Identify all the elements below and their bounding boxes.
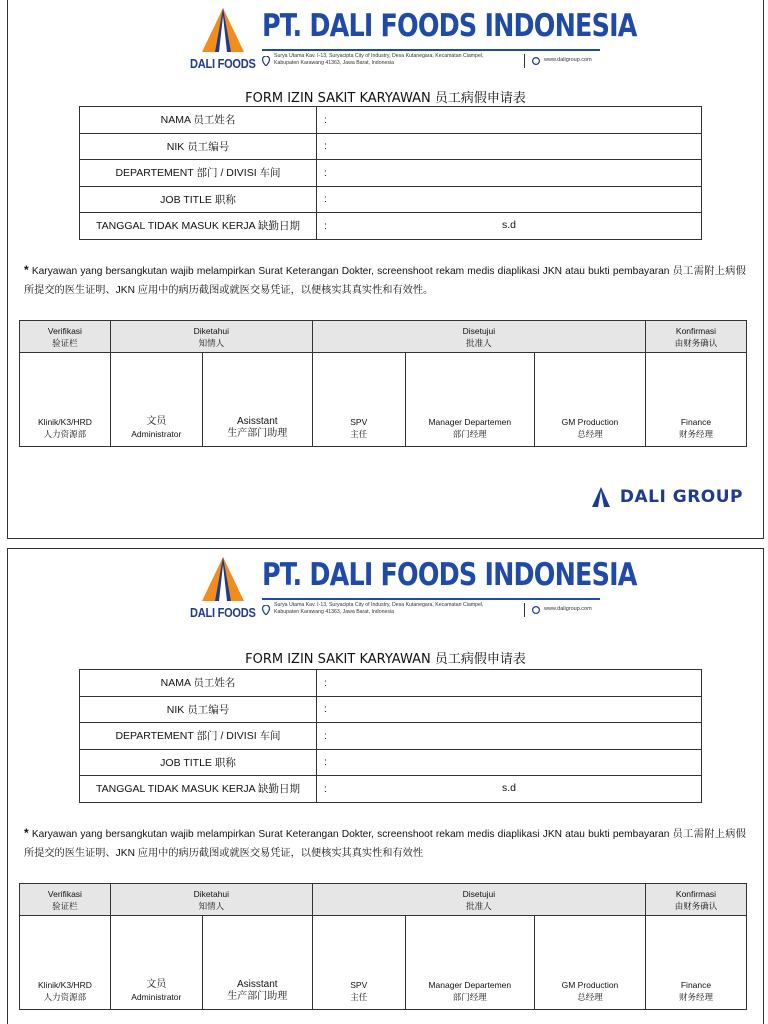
sign-cell-manager[interactable] — [405, 916, 534, 1010]
note-text: Karyawan yang bersangkutan wajib melampirkan Surat Keterangan Dokter, screenshoot rekam medis diaplikasi JKN atau bukti pembayaran 员工需附上病假所提交的医生证明、JKN 应用中的病历截图或就医交易凭证，以便核实其真实性和有效性。 — [24, 266, 746, 296]
table-row — [80, 670, 702, 697]
field-label-nama: NAMA 员工姓名 — [80, 670, 317, 697]
letterhead — [188, 555, 637, 625]
company-name: PT. DALI FOODS INDONESIA — [262, 557, 637, 593]
field-value-nama[interactable] — [317, 670, 702, 697]
note-asterisk: * — [24, 826, 29, 840]
dali-group-icon — [590, 486, 612, 508]
website-link[interactable]: www.daligroup.com — [544, 57, 592, 63]
sign-cell-hrd[interactable] — [20, 353, 111, 447]
signer-label-2: 总经理 — [577, 429, 603, 439]
header-divider — [262, 598, 600, 600]
field-label-departement: DEPARTEMENT 部门 / DIVISI 车间 — [80, 723, 317, 750]
form-title: FORM IZIN SAKIT KARYAWAN 员工病假申请表 — [245, 652, 526, 667]
table-row — [80, 723, 702, 750]
field-colon: : — [324, 782, 327, 795]
field-label-tanggal: TANGGAL TIDAK MASUK KERJA 缺勤日期 — [80, 213, 317, 240]
dali-logo-icon — [198, 6, 248, 56]
group-name: DALI GROUP — [619, 487, 743, 507]
sign-cell-spv[interactable] — [312, 353, 405, 447]
field-colon: : — [324, 219, 327, 232]
header-label-zh: 由财务确认 — [674, 900, 718, 911]
form-title: FORM IZIN SAKIT KARYAWAN 员工病假申请表 — [245, 91, 526, 106]
header-label-zh: 由财务确认 — [674, 337, 718, 348]
signer-label-2: 部门经理 — [452, 429, 487, 439]
header-label: Verifikasi — [47, 325, 82, 336]
header-diketahui — [110, 884, 312, 916]
address-line-2: Kabupaten Karawang 41363, Jawa Barat, Indonesia — [274, 609, 394, 615]
approval-table — [19, 883, 747, 1010]
header-label: Disetujui — [462, 888, 496, 899]
signer-label: Finance — [680, 417, 712, 427]
header-disetujui — [312, 321, 645, 353]
signer-label: Manager Departemen — [428, 980, 512, 990]
attachment-note — [24, 824, 746, 863]
logo-wordmark: DALI FOODS — [190, 605, 256, 620]
header-label-zh: 知情人 — [198, 337, 225, 348]
field-colon: : — [324, 193, 327, 206]
globe-icon — [532, 57, 540, 65]
signer-label: Finance — [680, 980, 712, 990]
header-verifikasi — [20, 321, 111, 353]
table-row — [80, 696, 702, 723]
address-line-1: Surya Utama Kav. I-13, Suryacipta City of Industry, Desa Kutanegara, Kecamatan Ciampel, — [274, 53, 484, 59]
sign-cell-assistant[interactable] — [202, 916, 312, 1010]
signer-label-2: 主任 — [350, 992, 368, 1002]
field-label-departement: DEPARTEMENT 部门 / DIVISI 车间 — [80, 160, 317, 187]
header-label: Diketahui — [193, 888, 230, 899]
field-label-nik: NIK 员工编号 — [80, 696, 317, 723]
header-konfirmasi — [645, 321, 746, 353]
header-label-zh: 验证栏 — [52, 900, 78, 911]
header-label-zh: 验证栏 — [52, 337, 78, 348]
field-label-tanggal: TANGGAL TIDAK MASUK KERJA 缺勤日期 — [80, 776, 317, 803]
sign-cell-finance[interactable] — [645, 916, 746, 1010]
sign-cell-spv[interactable] — [312, 916, 405, 1010]
signer-label: Asisstant — [236, 979, 278, 990]
address-line-1: Surya Utama Kav. I-13, Suryacipta City of Industry, Desa Kutanegara, Kecamatan Ciampel, — [274, 602, 484, 608]
signer-label-2: Administrator — [131, 429, 182, 439]
sign-cell-gm[interactable] — [534, 353, 645, 447]
sign-cell-hrd[interactable] — [20, 916, 111, 1010]
signer-label: 文员 — [146, 416, 167, 427]
approval-header-row — [20, 884, 747, 916]
field-colon: : — [324, 166, 327, 179]
table-row — [80, 107, 702, 134]
sign-cell-manager[interactable] — [405, 353, 534, 447]
field-colon: : — [324, 113, 327, 126]
signer-label: SPV — [350, 417, 368, 427]
signer-label-2: 主任 — [350, 429, 368, 439]
header-label-zh: 批准人 — [466, 900, 492, 911]
signer-label: Klinik/K3/HRD — [38, 417, 92, 427]
date-range-separator: s.d — [502, 782, 517, 794]
signer-label-2: 生产部门助理 — [227, 428, 288, 439]
sign-cell-assistant[interactable] — [202, 353, 312, 447]
table-row — [80, 160, 702, 187]
signer-label-2: 财务经理 — [678, 429, 713, 439]
date-range-separator: s.d — [502, 219, 517, 231]
field-label-job-title: JOB TITLE 职称 — [80, 749, 317, 776]
field-colon: : — [324, 729, 327, 742]
signer-label-2: 部门经理 — [452, 992, 487, 1002]
sign-cell-administrator[interactable] — [110, 353, 202, 447]
sign-cell-finance[interactable] — [645, 353, 746, 447]
table-row — [80, 776, 702, 803]
field-value-departement[interactable] — [317, 723, 702, 750]
header-verifikasi — [20, 884, 111, 916]
field-value-tanggal[interactable] — [317, 213, 702, 240]
header-separator — [524, 603, 525, 617]
field-value-nik[interactable] — [317, 696, 702, 723]
signer-label-2: 人力资源部 — [43, 992, 87, 1002]
field-label-nama: NAMA 员工姓名 — [80, 107, 317, 134]
header-separator — [524, 54, 525, 68]
table-row — [80, 749, 702, 776]
location-pin-icon — [262, 605, 270, 615]
employee-info-table — [79, 106, 702, 240]
note-asterisk: * — [24, 263, 29, 277]
field-colon: : — [324, 676, 327, 689]
company-address — [274, 53, 524, 67]
approval-sign-row — [20, 353, 747, 447]
note-text: Karyawan yang bersangkutan wajib melampirkan Surat Keterangan Dokter, screenshoot rekam medis diaplikasi JKN atau bukti pembayaran 员工需附上病假所提交的医生证明、JKN 应用中的病历截图或就医交易凭证，以便核实其真实性和有效性 — [24, 829, 746, 859]
field-colon: : — [324, 756, 327, 769]
approval-table — [19, 320, 747, 447]
header-label: Verifikasi — [47, 888, 82, 899]
company-address — [274, 602, 524, 616]
table-row — [80, 133, 702, 160]
header-diketahui — [110, 321, 312, 353]
address-line-2: Kabupaten Karawang 41363, Jawa Barat, Indonesia — [274, 60, 394, 66]
sign-cell-administrator[interactable] — [110, 916, 202, 1010]
header-divider — [262, 49, 600, 51]
header-label-zh: 知情人 — [198, 900, 225, 911]
signer-label: Klinik/K3/HRD — [38, 980, 92, 990]
signer-label: GM Production — [561, 417, 619, 427]
signer-label-2: 生产部门助理 — [227, 991, 288, 1002]
header-label: Diketahui — [193, 325, 230, 336]
header-label: Disetujui — [462, 325, 496, 336]
field-value-nama[interactable] — [317, 107, 702, 134]
signer-label-2: 财务经理 — [678, 992, 713, 1002]
signer-label: GM Production — [561, 980, 619, 990]
header-disetujui — [312, 884, 645, 916]
field-colon: : — [324, 140, 327, 153]
field-value-job-title[interactable] — [317, 749, 702, 776]
approval-sign-row — [20, 916, 747, 1010]
form-page-2 — [7, 548, 764, 1024]
field-value-nik[interactable] — [317, 133, 702, 160]
signer-label-2: 总经理 — [577, 992, 603, 1002]
logo-wordmark: DALI FOODS — [190, 56, 256, 71]
field-label-nik: NIK 员工编号 — [80, 133, 317, 160]
employee-info-table — [79, 669, 702, 803]
location-pin-icon — [262, 56, 270, 66]
header-konfirmasi — [645, 884, 746, 916]
dali-group-logo — [590, 486, 743, 508]
letterhead — [188, 6, 637, 76]
header-label-zh: 批准人 — [466, 337, 492, 348]
signer-label: 文员 — [146, 979, 167, 990]
header-label: Konfirmasi — [675, 888, 717, 899]
company-name: PT. DALI FOODS INDONESIA — [262, 8, 637, 44]
dali-logo-icon — [198, 555, 248, 605]
signer-label: Manager Departemen — [428, 417, 512, 427]
field-label-job-title: JOB TITLE 职称 — [80, 186, 317, 213]
approval-header-row — [20, 321, 747, 353]
table-row — [80, 213, 702, 240]
header-label: Konfirmasi — [675, 325, 717, 336]
sign-cell-gm[interactable] — [534, 916, 645, 1010]
table-row — [80, 186, 702, 213]
field-value-departement[interactable] — [317, 160, 702, 187]
signer-label: SPV — [350, 980, 368, 990]
form-page-1 — [7, 0, 764, 539]
website-link[interactable]: www.daligroup.com — [544, 606, 592, 612]
signer-label: Asisstant — [236, 416, 278, 427]
field-value-job-title[interactable] — [317, 186, 702, 213]
field-colon: : — [324, 703, 327, 716]
globe-icon — [532, 606, 540, 614]
attachment-note — [24, 261, 746, 300]
signer-label-2: Administrator — [131, 992, 182, 1002]
signer-label-2: 人力资源部 — [43, 429, 87, 439]
field-value-tanggal[interactable] — [317, 776, 702, 803]
